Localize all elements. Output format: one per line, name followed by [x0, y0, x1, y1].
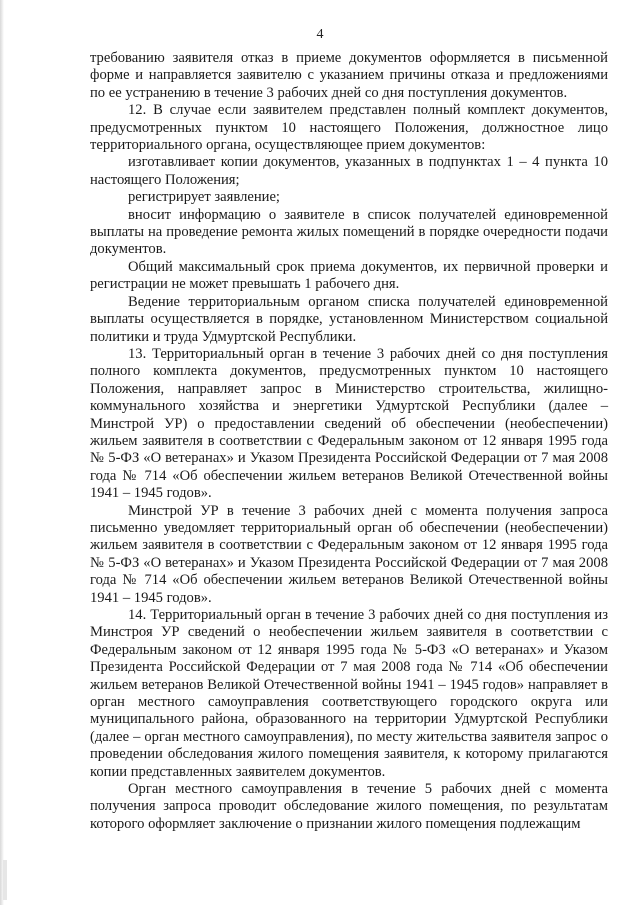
- paragraph: Ведение территориальным органом списка получателей единовременной выплаты осуществляется в порядке, установленном Министерством социальной политики и труда Удмуртской Республики.: [90, 293, 608, 345]
- paragraph: изготавливает копии документов, указанных в подпунктах 1 – 4 пункта 10 настоящего Положения;: [90, 154, 608, 188]
- page-number: 4: [316, 27, 324, 42]
- paragraph: Минстрой УР в течение 3 рабочих дней с момента получения запроса письменно уведомляет территориальный орган об обеспечении (необеспечении) жильем заявителя в соответствии с Федеральным законом от 12 января 1995 года № 5-ФЗ «О ветеранах» и Указом Президента Российской Федерации от 7 мая 2008 года № 714 «Об обеспечении жильем ветеранов Великой Отечественной войны 1941 – 1945 годов».: [90, 502, 608, 606]
- scan-artifact: [3, 860, 7, 900]
- paragraph: 12. В случае если заявителем представлен полный комплект документов, предусмотренных пунктом 10 настоящего Положения, должностное лицо территориального органа, осуществляющее прием документов:: [90, 102, 608, 154]
- document-body: [90, 50, 608, 833]
- paragraph: регистрирует заявление;: [128, 189, 280, 206]
- paragraph: вносит информацию о заявителе в список получателей единовременной выплаты на проведение ремонта жилых помещений в порядке очередности подачи документов.: [90, 206, 608, 258]
- paragraph: Орган местного самоуправления в течение 5 рабочих дней с момента получения запроса проводит обследование жилого помещения, по результатам которого оформляет заключение о признании жилого помещения подлежащим: [90, 781, 608, 832]
- paragraph: Общий максимальный срок приема документов, их первичной проверки и регистрации не может превышать 1 рабочего дня.: [90, 258, 608, 293]
- paragraph: 14. Территориальный орган в течение 3 рабочих дней со дня поступления из Минстроя УР сведений о необеспечении жильем заявителя в соответствии с Федеральным законом от 12 января 1995 года № 5-ФЗ «О ветеранах» и Указом Президента Российской Федерации от 7 мая 2008 года № 714 «Об обеспечении жильем ветеранов Великой Отечественной войны 1941 – 1945 годов» направляет в орган местного самоуправления соответствующего городского округа или муниципального района, образованного на территории Удмуртской Республики (далее – орган местного самоуправления), по месту жительства заявителя запрос о проведении обследования жилого помещения заявителя, к которому прилагаются копии представленных заявителем документов.: [90, 607, 608, 780]
- scan-edge: [0, 0, 4, 905]
- paragraph: требованию заявителя отказ в приеме документов оформляется в письменной форме и направляется заявителю с указанием причины отказа и предложениями по ее устранению в течение 3 рабочих дней со дня поступления документов.: [90, 50, 608, 101]
- paragraph: 13. Территориальный орган в течение 3 рабочих дней со дня поступления полного комплекта документов, предусмотренных пунктом 10 настоящего Положения, направляет запрос в Министерство строительства, жилищно-коммунального хозяйства и энергетики Удмуртской Республики (далее – Минстрой УР) о предоставлении сведений об обеспечении (необеспечении) жильем заявителя в соответствии с Федеральным законом от 12 января 1995 года № 5-ФЗ «О ветеранах» и Указом Президента Российской Федерации от 7 мая 2008 года № 714 «Об обеспечении жильем ветеранов Великой Отечественной войны 1941 – 1945 годов».: [90, 345, 608, 502]
